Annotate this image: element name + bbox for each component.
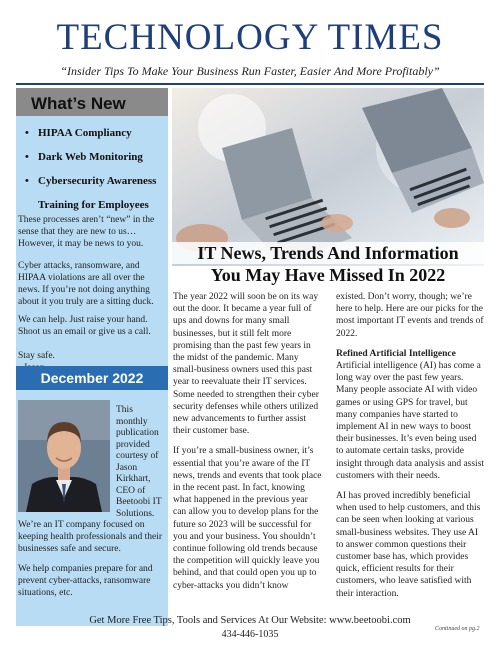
footer-phone: 434-446-1035 (221, 629, 279, 640)
article-paragraph: Artificial intelligence (AI) has come a long way over the past few years. Many people associate AI with video games or using GPS for travel, but many companies have started to implement AI in new ways to boost their businesses. It’s even being used to automate certain tasks, provide insight through data analysis and assist customers with their needs. (336, 361, 485, 481)
list-item: • HIPAA Compliancy (22, 124, 156, 142)
issue-date: December 2022 (40, 370, 144, 386)
newsletter-title: TECHNOLOGY TIMES (56, 17, 444, 58)
continued-note: Continued on pg.2 (435, 626, 480, 632)
article-paragraph: The year 2022 will soon be on its way out the door. It became a year full of ups and downs for many small businesses, but it still felt more promising than the past few years in the midst of the pandemic. Many small-business owners used this past year to reevaluate their IT services. Some needed to strengthen their cyber security defenses while others utilized new advancements to further assist their customer base. (173, 292, 319, 437)
sidebar-signoff: Stay safe. (18, 351, 55, 361)
article-paragraph: AI has proved incredibly beneficial when used to help customers, and this can be seen when looking at various small-business websites. They use AI to answer common questions their customer base has, which provides quick, efficient results for their customers, who leave satisfied with their interaction. (336, 491, 481, 599)
article-subheading: Refined Artificial Intelligence (336, 348, 456, 359)
company-services: We help companies prepare for and prevent cyber-attacks, ransomware situations, etc. (18, 564, 153, 598)
footer-website-line: Get More Free Tips, Tools and Services At Our Website: www.beetoobi.com (89, 615, 411, 626)
article-paragraph: If you’re a small-business owner, it’s essential that you’re aware of the IT news, trends and events that took place in the recent past. In fact, knowing what happened in the previous year can allow you to develop plans for the future so 2023 will be successful for you and your business. You shouldn’t continue following old trends because the competition will quickly leave you behind, and that could open you up to cyber-attacks you didn’t know (173, 446, 322, 591)
list-item: Training for Employees (38, 199, 149, 211)
services-list (22, 124, 156, 214)
header-rule (16, 83, 484, 85)
company-about: We’re an IT company focused on keeping health professionals and their businesses safe and secure. (18, 520, 163, 554)
list-item: • Cybersecurity Awareness (22, 172, 156, 190)
whats-new-title: What’s New (31, 94, 126, 113)
sidebar-paragraph: We can help. Just raise your hand. Shoot us an email or give us a call. (18, 315, 151, 337)
bullet-icon: • (25, 151, 29, 163)
article-headline: IT News, Trends And Information You May Have Missed In 2022 (172, 242, 484, 286)
newsletter-tagline: “Insider Tips To Make Your Business Run Faster, Easier And More Profitably” (60, 64, 440, 78)
sidebar-paragraph: Cyber attacks, ransomware, and HIPAA violations are all over the news. If you’re not doing anything about it you truly are a sitting duck. (18, 261, 154, 307)
author-bio: This monthly publication provided courtesy of Jason Kirkhart, CEO of Beetoobi IT Solutions. (116, 405, 162, 519)
bullet-icon: • (25, 175, 29, 187)
article-column-1 (173, 291, 323, 600)
article-paragraph: existed. Don’t worry, though; we’re here to help. Here are our picks for the most important IT events and trends of 2022. (336, 292, 484, 339)
laptops-photo (172, 88, 484, 266)
hero-image (172, 88, 484, 266)
author-photo (18, 400, 110, 512)
bullet-icon: • (25, 127, 29, 139)
sidebar-paragraph: These processes aren’t “new” in the sense that they are new to us… However, it may be news to you. (18, 215, 155, 249)
article-column-2 (336, 291, 486, 608)
portrait-image (18, 400, 110, 512)
list-item: • Dark Web Monitoring (22, 148, 156, 166)
